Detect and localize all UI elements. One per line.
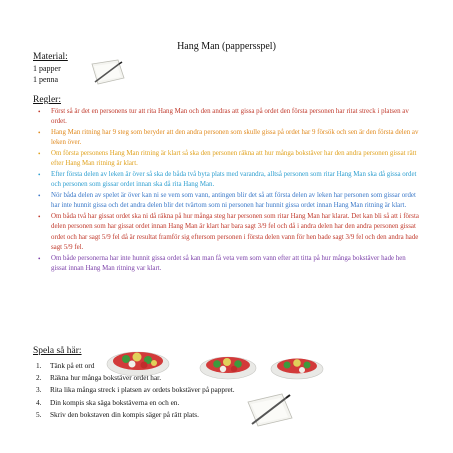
rule-item <box>36 212 422 253</box>
step-text: Räkna hur många bokstäver ordet har. <box>50 373 162 383</box>
material-item-paper: 1 papper <box>33 64 61 73</box>
step-text: Tänk på ett ord <box>50 361 95 370</box>
rule-item <box>36 128 422 149</box>
material-heading: Material: <box>33 52 68 62</box>
rules-heading: Regler: <box>33 95 61 105</box>
step-item <box>36 397 235 409</box>
step-number: 2. <box>36 373 42 383</box>
step-item <box>36 384 235 396</box>
step-text: Rita lika många streck i platsen av ordets bokstäver på pappret. <box>50 385 235 395</box>
bullet-icon: • <box>38 149 41 158</box>
bullet-icon: • <box>38 212 41 221</box>
step-number: 3. <box>36 385 42 395</box>
page-title: Hang Man (pappersspel) <box>177 41 276 52</box>
steps-list <box>36 360 235 421</box>
rule-text: Om båda två har gissat ordet ska ni då räkna på hur många steg har personen som ritar Hang Man har klarat. Det kan bli så att i första delen personen som har gissat ordet innan Hang Man är klart har bara sagt 3/9 fel och då i andra delen har den andra personen gissat ordet och har sagt 5/9 fel då är resultat framför sig eftersom personen i första delen vann för hen bade sagt 3/9 fel och den andra hade sagt 5/9 fel. <box>51 212 419 251</box>
rule-item <box>36 170 422 191</box>
rule-text: Om både personerna har inte hunnit gissa ordet så kan man få veta vem som vann efter att titta på hur många bokstäver hade hen gissat innan Hang Man ritning var klart. <box>51 254 406 272</box>
rule-text: Nör båda delen av spelet är över kan ni se vem som vann, antingen blir det så att första delen av leken har personen som gissar ordet har inte hunnit gissa och det andra delen blir det tvärtom som ni personen har hunnit gissa ordet innan Hang Man ritning är klart. <box>51 191 416 210</box>
paper-pen-icon <box>88 58 128 86</box>
rule-item <box>36 254 422 275</box>
rule-item <box>36 107 422 128</box>
bullet-icon: • <box>38 191 41 200</box>
rule-text: Efter första delen av leken är över så ska de båda två byta plats med varandra, alltså personen som ritar Hang Man ska då gissa ordet och personen som gissar ordet innan ska då rita Hang Man. <box>51 170 417 189</box>
rule-text: Hang Man ritning har 9 steg som beryder att den andra personen som skulle gissa på ordet har 9 försök och sen är den första delen av leken över. <box>51 128 419 147</box>
rule-text: Först så är det en personens tur att rita Hang Man och den andras att gissa på ordet den första personen har ritat streck i platsen av ordet. <box>51 108 409 126</box>
play-heading: Spela så här: <box>33 346 82 356</box>
step-item <box>36 372 235 384</box>
step-item <box>36 409 235 421</box>
food-bowl-icon <box>268 352 326 380</box>
step-text: Din kompis ska säga bokstäverna en och en. <box>50 397 180 407</box>
material-item-pen: 1 penna <box>33 75 59 84</box>
rules-list <box>36 107 422 274</box>
bullet-icon: • <box>38 170 41 179</box>
step-text: Skriv den bokstaven din kompis säger på rätt plats. <box>50 409 199 419</box>
bullet-icon: • <box>38 108 41 116</box>
step-number: 5. <box>36 409 42 419</box>
bullet-icon: • <box>38 128 41 137</box>
step-number: 4. <box>36 397 42 407</box>
bullet-icon: • <box>38 254 41 263</box>
paper-pen-icon <box>242 390 298 430</box>
rule-item <box>36 191 422 212</box>
step-item <box>36 360 235 372</box>
rule-text: Om första personens Hang Man ritning är klart så ska den personen räkna att hur många bokstäver har den andra personen gissat rätt efter Hang Man ritning är klart. <box>51 149 417 168</box>
rule-item <box>36 149 422 170</box>
step-number: 1. <box>36 361 42 370</box>
